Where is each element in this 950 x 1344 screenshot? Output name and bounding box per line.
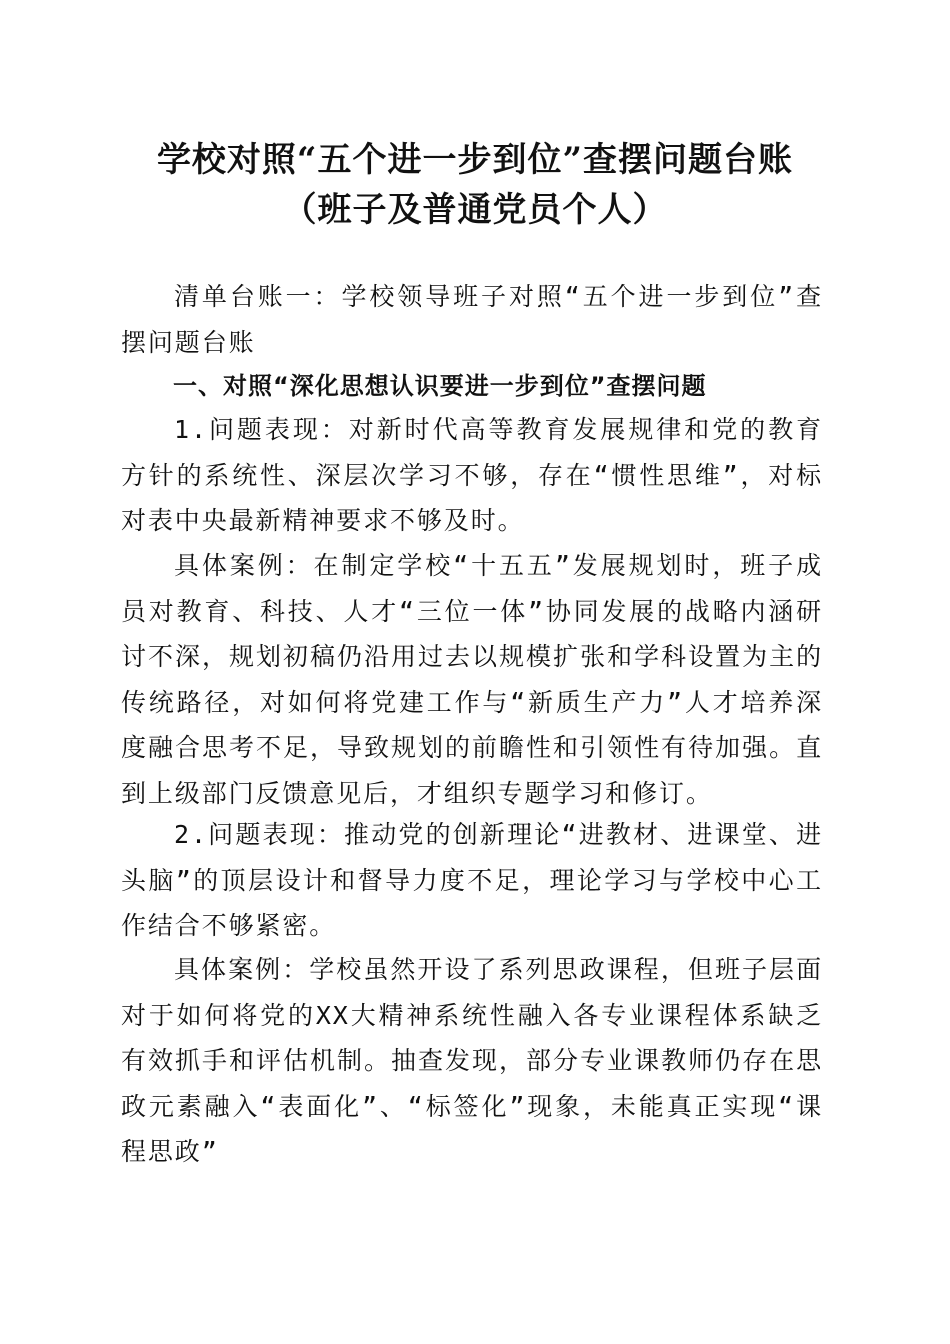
document-title: 学校对照“五个进一步到位”查摆问题台账: [156, 140, 794, 180]
problem-item-2: 2.问题表现：推动党的创新理论“进教材、进课堂、进头脑”的顶层设计和督导力度不足，理论学习与学校中心工作结合不够紧密。: [121, 820, 823, 940]
case-paragraph-2: 具体案例：学校虽然开设了系列思政课程，但班子层面对于如何将党的XX大精神系统性融入各专业课程体系缺乏有效抓手和评估机制。抽查发现，部分专业课教师仍存在思政元素融入“表面化”、“标签化”现象，未能真正实现“课程思政”: [121, 955, 823, 1166]
section-heading: 一、对照“深化思想认识要进一步到位”查摆问题: [173, 372, 707, 400]
problem-item-1: 1.问题表现：对新时代高等教育发展规律和党的教育方针的系统性、深层次学习不够，存在“惯性思维”，对标对表中央最新精神要求不够及时。: [121, 415, 823, 535]
case-paragraph-1: 具体案例：在制定学校“十五五”发展规划时，班子成员对教育、科技、人才“三位一体”协同发展的战略内涵研讨不深，规划初稿仍沿用过去以规模扩张和学科设置为主的传统路径，对如何将党建工作与“新质生产力”人才培养深度融合思考不足，导致规划的前瞻性和引领性有待加强。直到上级部门反馈意见后，才组织专题学习和修订。: [121, 551, 823, 808]
document-subtitle: （班子及普通党员个人）: [282, 190, 668, 230]
intro-paragraph: 清单台账一：学校领导班子对照“五个进一步到位”查摆问题台账: [121, 282, 823, 357]
